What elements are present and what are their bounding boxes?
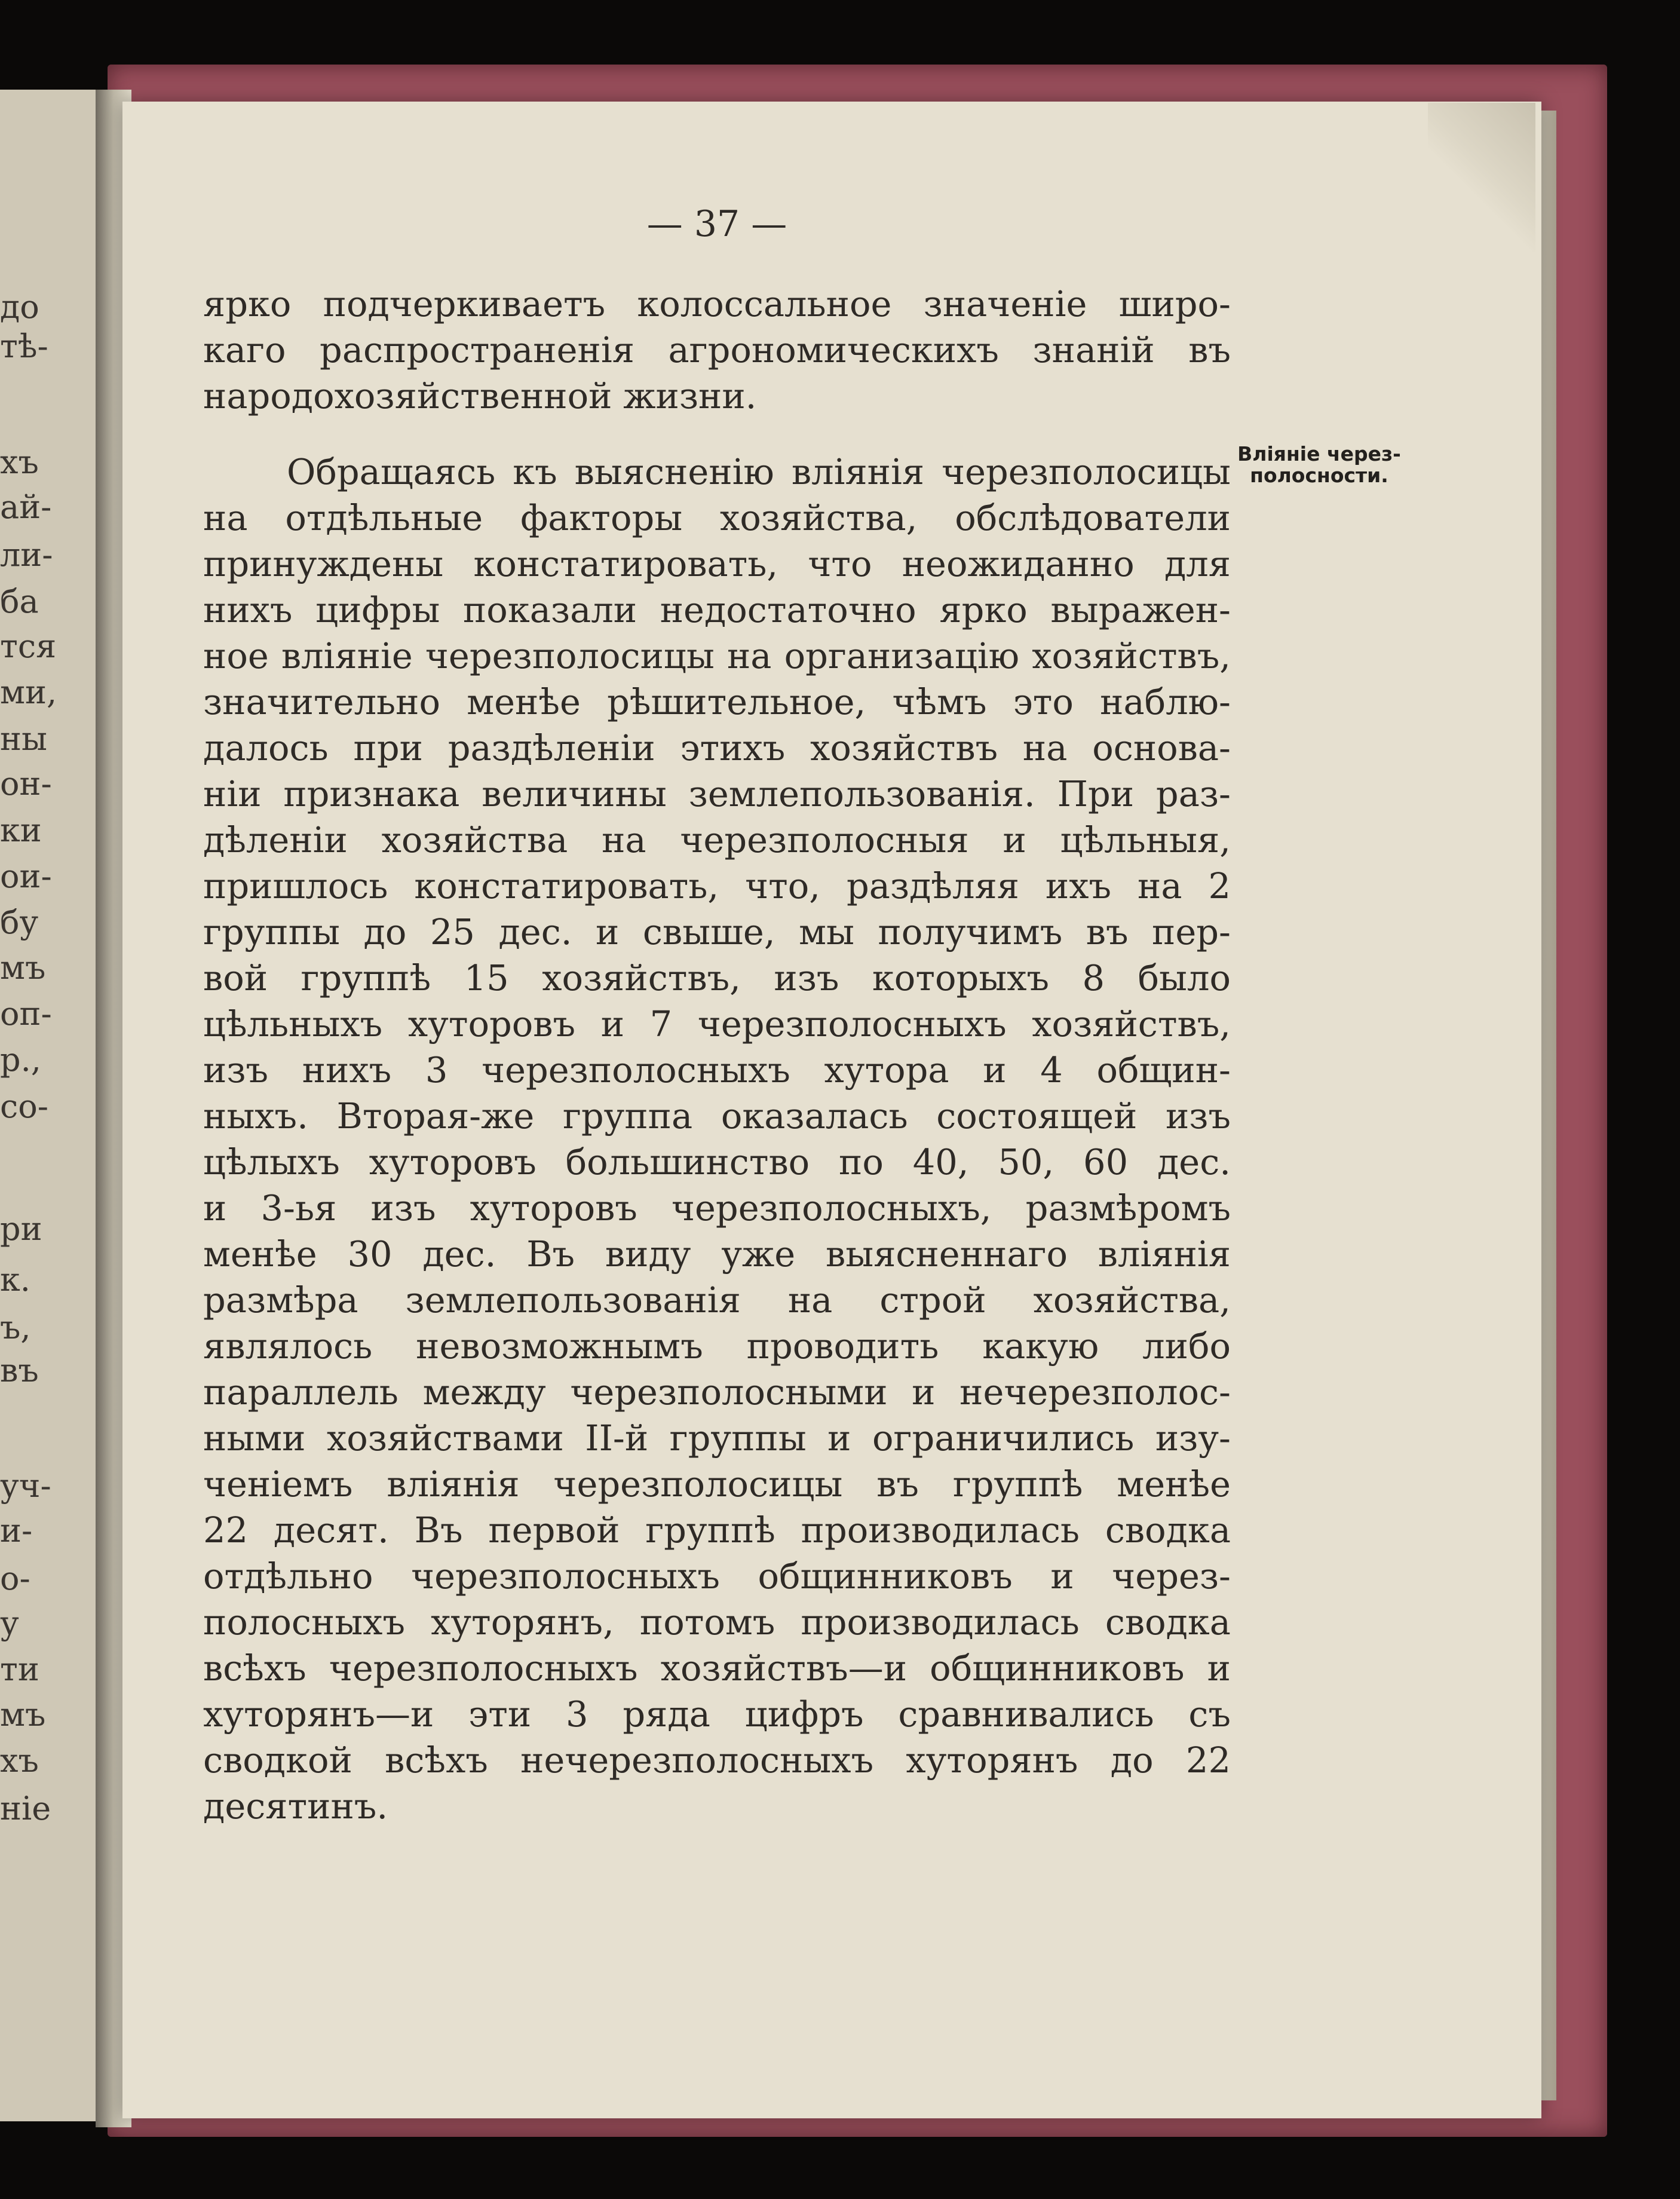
- text-line: вой группѣ 15 хозяйствъ, изъ которыхъ 8 было: [203, 957, 1231, 999]
- text-line: 22 десят. Въ первой группѣ производилась сводка: [203, 1509, 1231, 1551]
- text-line: всѣхъ черезполосныхъ хозяйствъ—и общинниковъ и: [203, 1647, 1231, 1689]
- margin-note-line: Вліяніе через-: [1237, 442, 1401, 465]
- text-line: десятинъ.: [203, 1785, 388, 1827]
- left-page-stub: ли-: [0, 536, 53, 574]
- text-line: цѣльныхъ хуторовъ и 7 черезполосныхъ хозяйствъ,: [203, 1003, 1231, 1045]
- text-line: ныхъ. Вторая-же группа оказалась состоящей изъ: [203, 1095, 1231, 1137]
- text-line: цѣлыхъ хуторовъ большинство по 40, 50, 60 дес.: [203, 1141, 1231, 1183]
- text-line: сводкой всѣхъ нечерезполосныхъ хуторянъ до 22: [203, 1739, 1231, 1781]
- margin-note: [1224, 443, 1415, 486]
- paragraph-2: [203, 449, 1231, 1829]
- left-page-stub: уч-: [0, 1467, 51, 1505]
- text-line: каго распространенія агрономическихъ знаній въ: [203, 329, 1231, 370]
- page-corner-fold: [1428, 103, 1535, 252]
- text-line: далось при раздѣленіи этихъ хозяйствъ на основа-: [203, 727, 1231, 768]
- left-page-stub: ба: [0, 583, 39, 620]
- text-line: нихъ цифры показали недостаточно ярко выражен-: [203, 589, 1231, 630]
- left-page-stub: ай-: [0, 488, 52, 526]
- text-line: и 3-ья изъ хуторовъ черезполосныхъ, размѣромъ: [203, 1187, 1231, 1229]
- left-page-stub: до: [0, 288, 39, 326]
- text-line: принуждены констатировать, что неожиданно для: [203, 543, 1231, 584]
- left-page-stub: о-: [0, 1560, 30, 1597]
- text-line: изъ нихъ 3 черезполосныхъ хутора и 4 общин-: [203, 1049, 1231, 1091]
- text-line: народохозяйственной жизни.: [203, 375, 757, 416]
- left-page-stub: бу: [0, 904, 39, 941]
- left-page-stub: мъ: [0, 949, 46, 987]
- left-page-stub: ны: [0, 720, 47, 758]
- left-page-stub: и-: [0, 1512, 33, 1549]
- left-page-stub: хъ: [0, 443, 39, 481]
- text-line: хуторянъ—и эти 3 ряда цифръ сравнивались съ: [203, 1693, 1231, 1735]
- left-page-stub: оп-: [0, 995, 52, 1033]
- left-page-stub: к.: [0, 1261, 30, 1298]
- text-line: отдѣльно черезполосныхъ общинниковъ и через-: [203, 1555, 1231, 1597]
- text-line: пришлось констатировать, что, раздѣляя ихъ на 2: [203, 865, 1231, 906]
- text-line: размѣра землепользованія на строй хозяйства,: [203, 1279, 1231, 1321]
- text-line: на отдѣльные факторы хозяйства, обслѣдователи: [203, 497, 1231, 538]
- left-page-stub: ъ,: [0, 1309, 31, 1346]
- left-page-stub: ки: [0, 811, 42, 849]
- paragraph-1: [203, 281, 1231, 419]
- left-page-stub: тся: [0, 627, 57, 665]
- text-line: ное вліяніе черезполосицы на организацію хозяйствъ,: [203, 635, 1231, 676]
- left-page-stub: тѣ-: [0, 327, 48, 365]
- left-page-stub: он-: [0, 765, 52, 803]
- left-page-stub: ои-: [0, 857, 52, 895]
- left-page-stub: ніе: [0, 1790, 51, 1827]
- text-line: значительно менѣе рѣшительное, чѣмъ это наблю-: [203, 681, 1231, 722]
- text-line: дѣленіи хозяйства на черезполосныя и цѣльныя,: [203, 819, 1231, 860]
- text-line: ярко подчеркиваетъ колоссальное значеніе широ-: [203, 283, 1231, 324]
- left-page-stub: у: [0, 1604, 19, 1642]
- left-page-stub: ти: [0, 1650, 39, 1688]
- left-page-stub: со-: [0, 1088, 48, 1125]
- left-page-stub: хъ: [0, 1742, 39, 1780]
- text-line: являлось невозможнымъ проводить какую либо: [203, 1325, 1231, 1367]
- left-page-stub: р.,: [0, 1041, 41, 1079]
- page-number: — 37 —: [646, 203, 787, 245]
- left-page-stub: въ: [0, 1352, 39, 1389]
- left-page-stub: ри: [0, 1210, 42, 1248]
- text-line: полосныхъ хуторянъ, потомъ производилась сводка: [203, 1601, 1231, 1643]
- text-line: ніи признака величины землепользованія. При раз-: [203, 773, 1231, 814]
- left-page-stub: ми,: [0, 673, 57, 711]
- text-line: группы до 25 дес. и свыше, мы получимъ въ пер-: [203, 911, 1231, 953]
- text-line: Обращаясь къ выясненію вліянія черезполосицы: [287, 451, 1231, 492]
- text-line: менѣе 30 дес. Въ виду уже выясненнаго вліянія: [203, 1233, 1231, 1275]
- text-line: ными хозяйствами II-й группы и ограничились изу-: [203, 1417, 1231, 1459]
- left-page-stub: мъ: [0, 1696, 46, 1734]
- body-text: [203, 281, 1231, 1829]
- margin-note-line: полосности.: [1250, 464, 1388, 487]
- text-line: параллель между черезполосными и нечерезполос-: [203, 1371, 1231, 1413]
- text-line: ченіемъ вліянія черезполосицы въ группѣ менѣе: [203, 1463, 1231, 1505]
